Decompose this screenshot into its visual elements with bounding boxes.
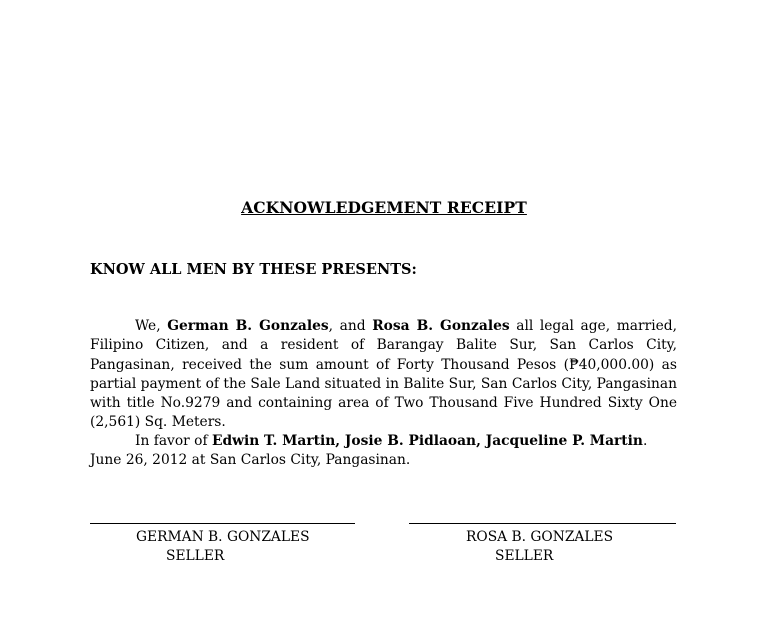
favor-prefix: In favor of	[135, 433, 212, 449]
favor-paragraph	[90, 432, 690, 471]
signature-role-right: SELLER	[495, 548, 554, 564]
favor-period: .	[642, 433, 648, 449]
signature-role-left: SELLER	[166, 548, 225, 564]
signature-line-right	[409, 523, 676, 524]
signature-name-right: ROSA B. GONZALES	[466, 529, 614, 545]
buyer-names: Edwin T. Martin, Josie B. Pidlaoan, Jacqueline P. Martin	[211, 433, 643, 449]
body-and: , and	[328, 318, 373, 334]
date-line: June 26, 2012 at San Carlos City, Pangasinan.	[90, 452, 411, 469]
document-title: ACKNOWLEDGEMENT RECEIPT	[241, 198, 527, 217]
signature-name-left: GERMAN B. GONZALES	[136, 529, 310, 545]
body-paragraph	[90, 317, 677, 433]
party-two-name: Rosa B. Gonzales	[372, 318, 510, 334]
body-we: We,	[135, 318, 168, 334]
body-rest: all legal age, married, Filipino Citizen, and a resident of Barangay Balite Sur, San Carlos City, Pangasinan, received the sum amount of Forty Thousand Pesos (₱40,000.00) as partial payment of the Sale Land situated in Balite Sur, San Carlos City, Pangasinan with title No.9279 and containing area of Two Thousand Five Hundred Sixty One (2,561) Sq. Meters.	[90, 318, 677, 431]
signature-line-left	[90, 523, 355, 524]
document-heading: KNOW ALL MEN BY THESE PRESENTS:	[90, 261, 417, 278]
party-one-name: German B. Gonzales	[167, 318, 329, 334]
